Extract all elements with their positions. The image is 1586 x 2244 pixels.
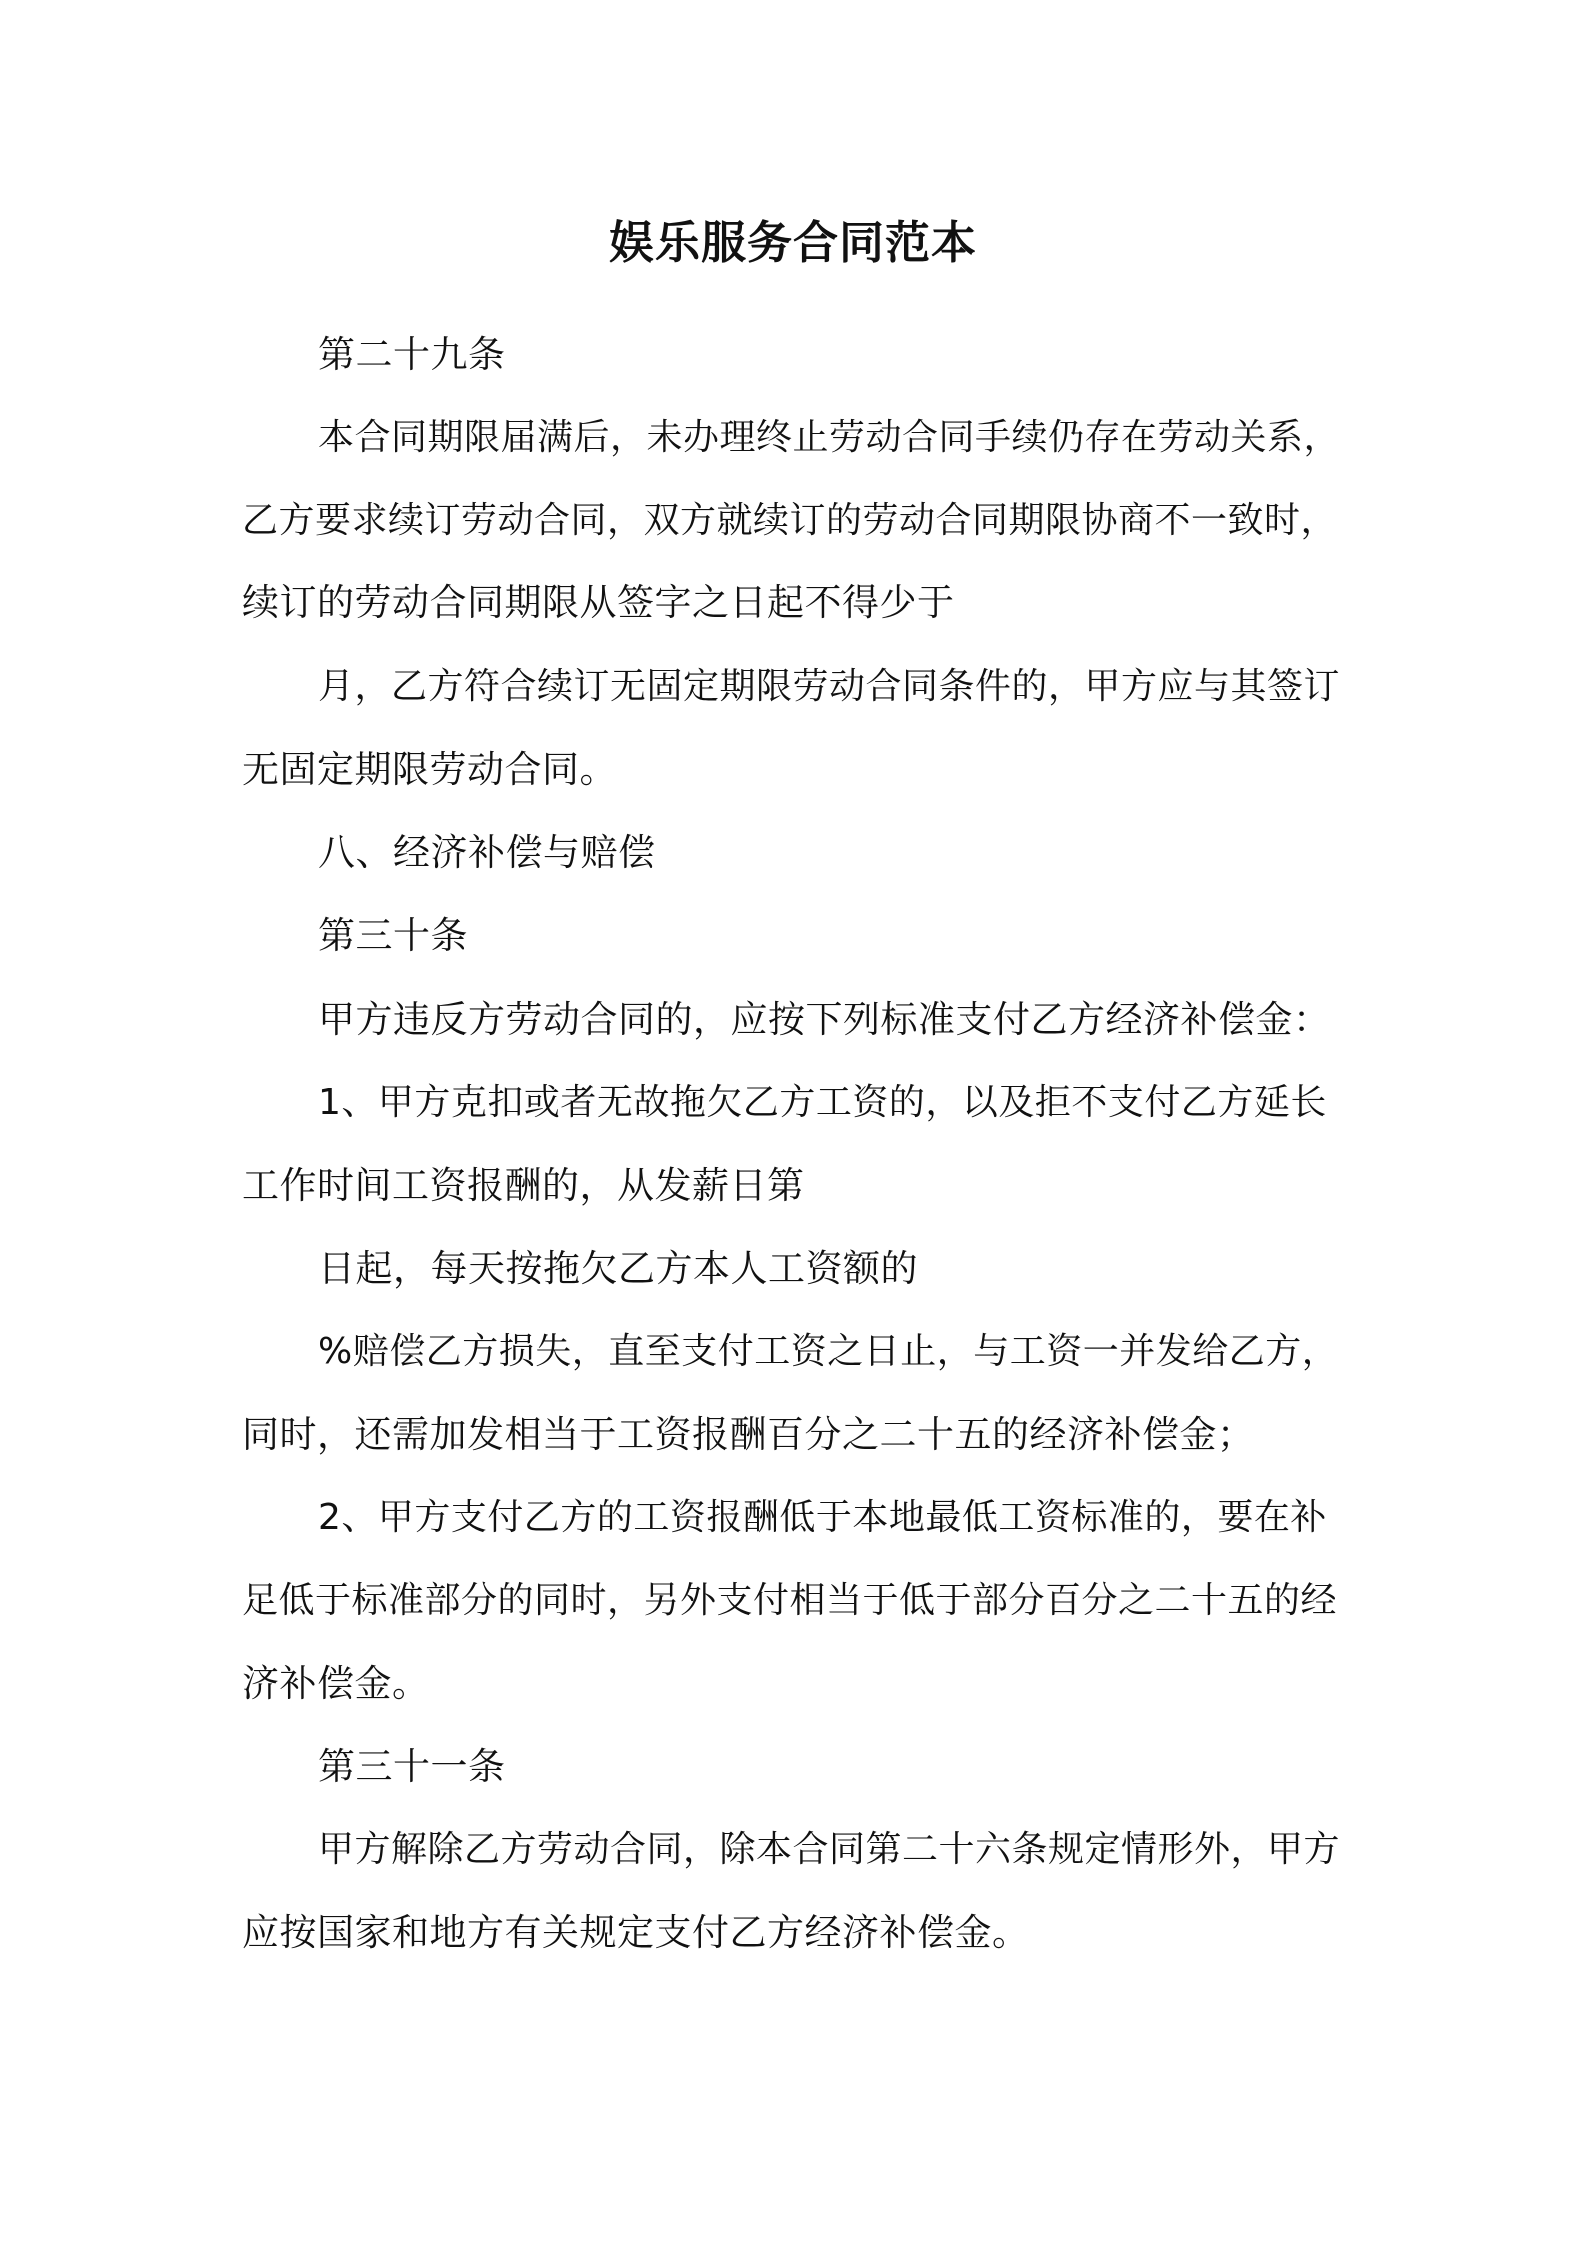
paragraph-line: 本合同期限届满后，未办理终止劳动合同手续仍存在劳动关系， — [318, 417, 1341, 458]
article-heading-31: 第三十一条 — [318, 1745, 506, 1788]
list-item-line: 同时，还需加发相当于工资报酬百分之二十五的经济补偿金； — [242, 1413, 1255, 1456]
paragraph-line: 甲方解除乙方劳动合同，除本合同第二十六条规定情形外，甲方 — [318, 1829, 1341, 1870]
list-item-line: %赔偿乙方损失，直至支付工资之日止，与工资一并发给乙方， — [318, 1331, 1339, 1372]
list-item-line: 济补偿金。 — [242, 1662, 430, 1705]
paragraph-line: 续订的劳动合同期限从签字之日起不得少于 — [242, 581, 955, 624]
paragraph-line: 月，乙方符合续订无固定期限劳动合同条件的，甲方应与其签订 — [318, 666, 1341, 707]
article-heading-30: 第三十条 — [318, 914, 468, 957]
section-heading: 八、经济补偿与赔偿 — [318, 831, 656, 874]
list-item-line: 日起，每天按拖欠乙方本人工资额的 — [318, 1247, 918, 1290]
list-item-line: 工作时间工资报酬的，从发薪日第 — [242, 1164, 805, 1207]
article-heading-29: 第二十九条 — [318, 333, 506, 376]
list-item-line: 2、甲方支付乙方的工资报酬低于本地最低工资标准的，要在补 — [318, 1497, 1327, 1538]
document-title: 娱乐服务合同范本 — [608, 216, 977, 269]
list-item-line: 1、甲方克扣或者无故拖欠乙方工资的，以及拒不支付乙方延长 — [318, 1082, 1327, 1123]
paragraph-line: 应按国家和地方有关规定支付乙方经济补偿金。 — [242, 1911, 1030, 1954]
paragraph-line: 乙方要求续订劳动合同，双方就续订的劳动合同期限协商不一致时， — [242, 500, 1338, 541]
paragraph-line: 无固定期限劳动合同。 — [242, 748, 617, 791]
paragraph-line: 甲方违反方劳动合同的，应按下列标准支付乙方经济补偿金： — [318, 998, 1331, 1041]
list-item-line: 足低于标准部分的同时，另外支付相当于低于部分百分之二十五的经 — [242, 1580, 1338, 1621]
